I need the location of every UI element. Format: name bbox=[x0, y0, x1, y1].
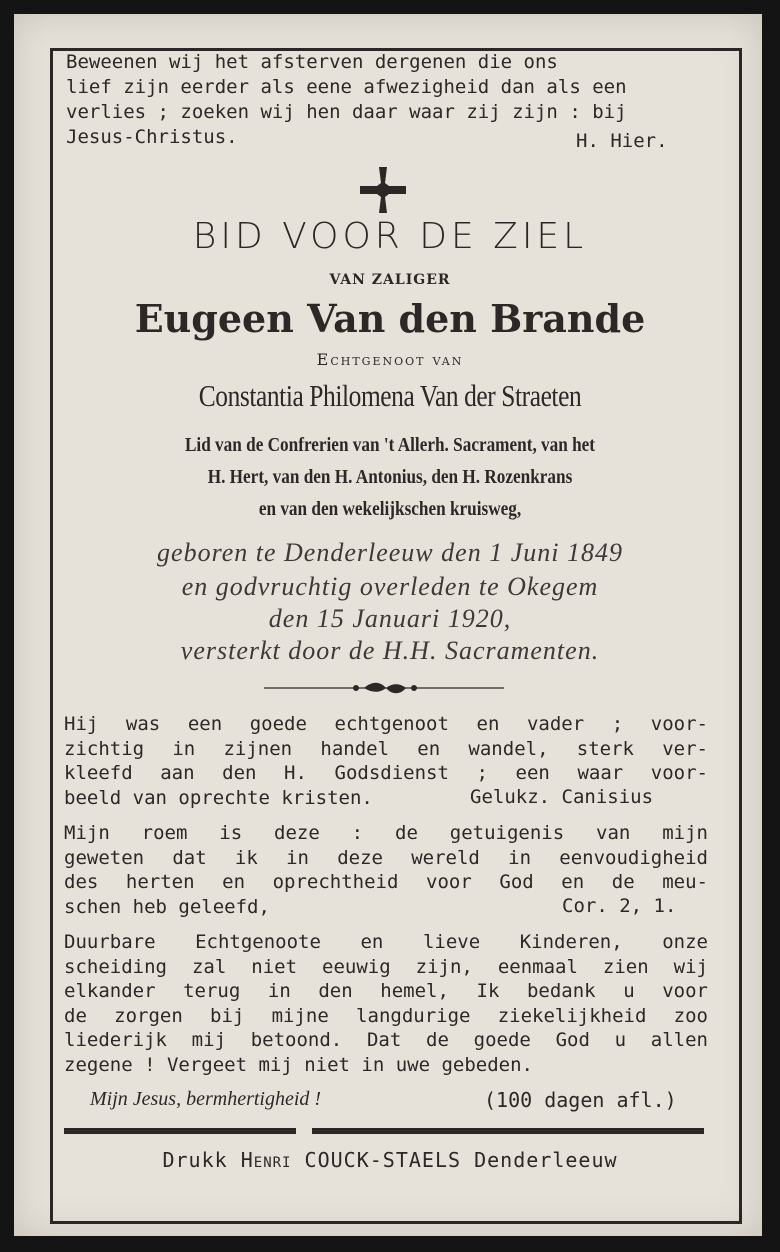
paragraph-line: Duurbare Echtgenoote en lieve Kinderen, onze bbox=[64, 931, 708, 953]
death-line: en godvruchtig overleden te Okegem bbox=[181, 572, 599, 601]
deceased-prefix: VAN ZALIGER bbox=[329, 272, 451, 288]
paragraph-line: elkander terug in den hemel, Ik bedank u voor bbox=[64, 980, 708, 1002]
deceased-name: Eugeen Van den Brande bbox=[134, 296, 646, 341]
printer-first-name: Henri bbox=[240, 1148, 292, 1172]
paragraph-line: scheiding zal niet eeuwig zijn, eenmaal zien wij bbox=[64, 955, 708, 978]
footer-divider bbox=[64, 1128, 704, 1134]
top-quote-line: Beweenen wij het afsterven dergenen die ons bbox=[66, 51, 558, 73]
death-date-line: den 15 Januari 1920, bbox=[268, 604, 512, 633]
paragraph-line: zegene ! Vergeet mij niet in uwe gebeden. bbox=[64, 1053, 533, 1076]
printer-prefix: Drukk bbox=[162, 1148, 228, 1172]
paragraph-farewell bbox=[64, 930, 708, 1077]
paragraph-line: geweten dat ik in deze wereld in eenvoudigheid bbox=[64, 846, 708, 869]
spouse-label: Echtgenoot van bbox=[316, 350, 464, 369]
paragraph-line: Hij was een goede echtgenoot en vader ; voor- bbox=[64, 713, 708, 735]
paragraph-attribution: Cor. 2, 1. bbox=[562, 895, 677, 917]
sacraments-line: versterkt door de H.H. Sacramenten. bbox=[180, 636, 600, 665]
paragraph-line: schen heb geleefd, bbox=[64, 895, 270, 918]
top-quote-attribution: H. Hier. bbox=[576, 130, 668, 152]
printer-name: COUCK-STAELS Denderleeuw bbox=[304, 1148, 618, 1172]
indulgence-note: (100 dagen afl.) bbox=[484, 1088, 677, 1112]
paragraph-line: Mijn roem is deze : de getuigenis van mijn bbox=[64, 822, 708, 844]
paragraph-line: des herten en oprechtheid voor God en de meu- bbox=[64, 871, 708, 893]
spouse-name: Constantia Philomena Van der Straeten bbox=[198, 378, 582, 413]
confrerie-line: en van den wekelijkschen kruisweg, bbox=[258, 498, 522, 520]
confrerie-line: Lid van de Confrerien van 't Allerh. Sacrament, van het bbox=[184, 434, 596, 456]
paragraph-line: beeld van oprechte kristen. bbox=[64, 786, 373, 809]
top-quote-line: Jesus-Christus. bbox=[66, 126, 238, 148]
cross-icon bbox=[358, 165, 408, 215]
paragraph-line: kleefd aan den H. Godsdienst ; een waar voor- bbox=[64, 762, 708, 784]
paragraph-attribution: Gelukz. Canisius bbox=[470, 786, 654, 808]
confrerie-line: H. Hert, van den H. Antonius, den H. Rozenkrans bbox=[207, 466, 573, 488]
ornament-divider bbox=[264, 680, 504, 696]
paragraph-line: de zorgen bij mijne langdurige ziekelijkheid zoo bbox=[64, 1004, 708, 1027]
paragraph-line: zichtig in zijnen handel en wandel, sterk ver- bbox=[64, 737, 708, 760]
prayer-heading: BID VOOR DE ZIEL bbox=[192, 216, 588, 257]
top-quote-line: verlies ; zoeken wij hen daar waar zij zijn : bij bbox=[66, 101, 627, 123]
birth-line: geboren te Denderleeuw den 1 Juni 1849 bbox=[157, 538, 623, 567]
paragraph-line: liederijk mij betoond. Dat de goede God u allen bbox=[64, 1029, 708, 1051]
top-quote-line: lief zijn eerder als eene afwezigheid dan als een bbox=[66, 76, 627, 98]
printer-credit bbox=[40, 1148, 740, 1172]
closing-invocation: Mijn Jesus, bermhertigheid ! bbox=[90, 1088, 322, 1110]
